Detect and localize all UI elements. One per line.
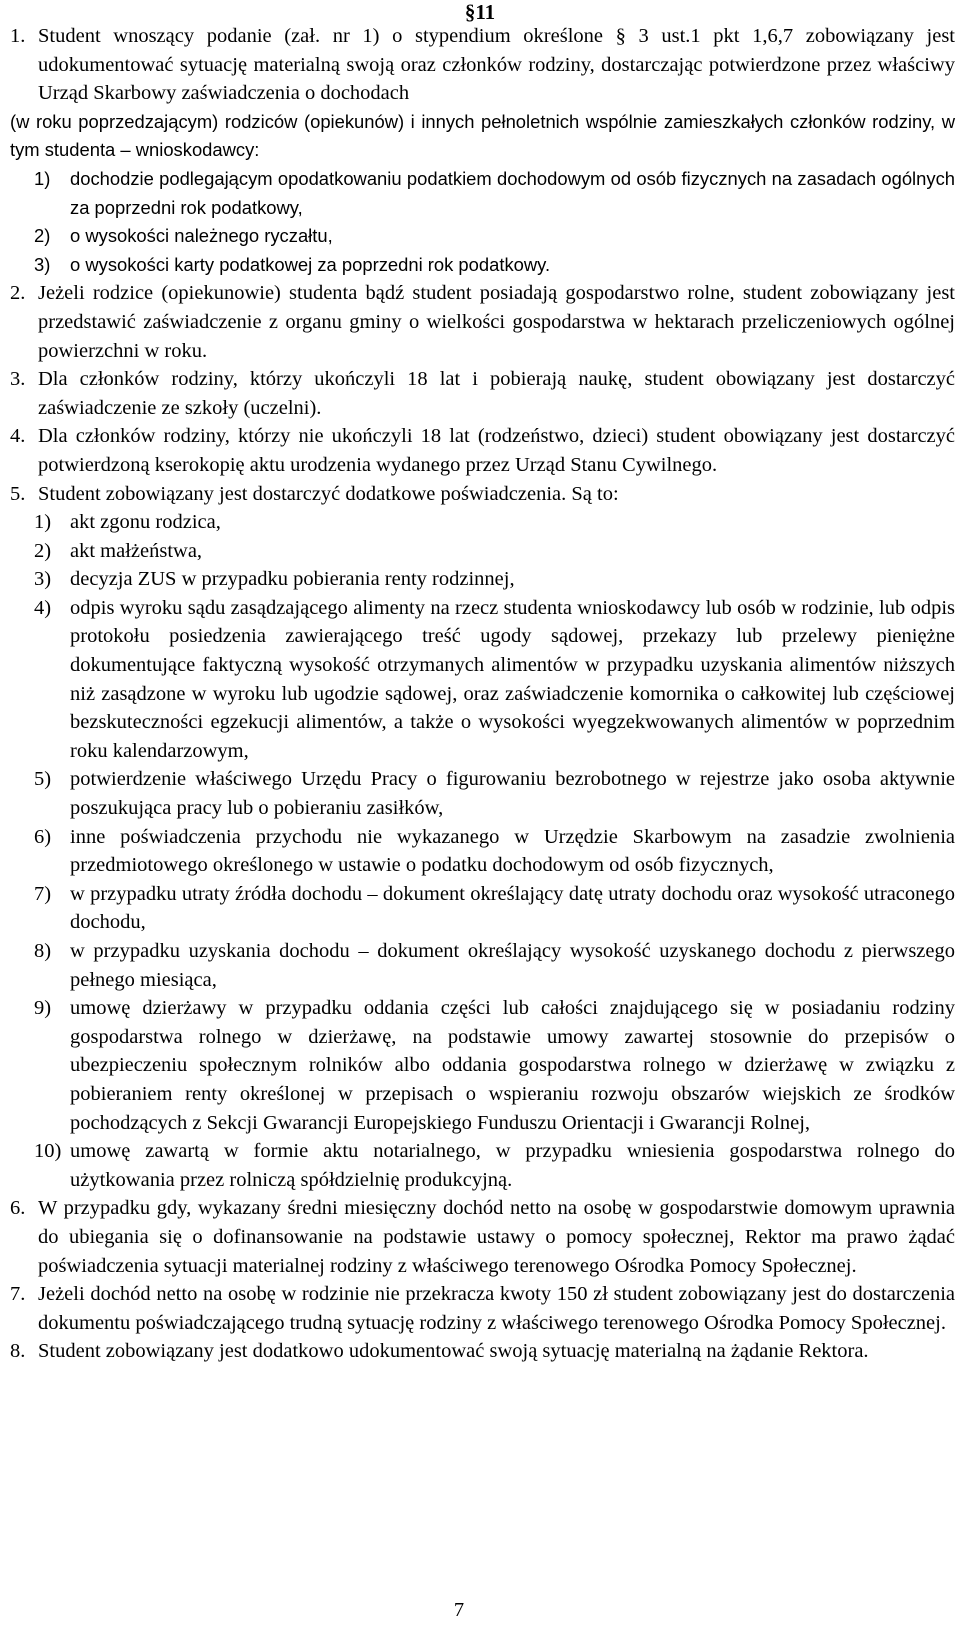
paragraph-5-point-4 [10,594,955,766]
paragraph-5-point-7 [10,880,955,937]
point-number: 4) [34,596,52,619]
paragraph-number: 8. [10,1340,26,1363]
point-number: 6) [34,825,52,848]
paragraph-text: Dla członków rodziny, którzy ukończyli 18 lat i pobierają naukę, student obowiązany jest dostarczyć zaświadczenie ze szkoły (uczelni). [38,368,955,419]
section-body [10,22,955,1366]
paragraph-5-point-10 [10,1137,955,1194]
paragraph-5 [10,480,955,509]
paragraph-5-point-2 [10,537,955,566]
point-text: umowę dzierżawy w przypadku oddania części lub całości znajdującego się w posiadaniu rodziny gospodarstwa rolnego w dzierżawę, na podstawie umowy zawartej stosownie do przepisów o ubezpieczeniu społecznym rolników albo oddania gospodarstwa rolnego w dzierżawę w związku z pobieraniem renty określonej w przepisach o wspieraniu rozwoju obszarów wiejskich ze środków pochodzących z Sekcji Gwarancji Europejskiego Funduszu Orientacji i Gwarancji Rolnej, [70,997,955,1134]
point-number: 3) [34,568,52,591]
point-text: w przypadku uzyskania dochodu – dokument określający wysokość uzyskanego dochodu z pierwszego pełnego miesiąca, [70,940,955,991]
paragraph-text: Dla członków rodziny, którzy nie ukończyli 18 lat (rodzeństwo, dzieci) student obowiązany jest dostarczyć potwierdzoną kserokopię aktu urodzenia wydanego przez Urząd Stanu Cywilnego. [38,425,955,476]
paragraph-1-point-1 [10,165,955,222]
paragraph-1-point-3 [10,251,955,280]
paragraph-number: 3. [10,368,26,391]
point-number: 1) [34,167,51,189]
paragraph-number: 2. [10,282,26,305]
paragraph-1-continuation: (w roku poprzedzającym) rodziców (opiekunów) i innych pełnoletnich wspólnie zamieszkałych członków rodziny, w tym studenta – wnioskodawcy: [10,110,955,161]
paragraph-text: Student zobowiązany jest dodatkowo udokumentować swoją sytuację materialną na żądanie Rektora. [38,1340,869,1363]
point-text: potwierdzenie właściwego Urzędu Pracy o figurowaniu bezrobotnego w rejestrze jako osoba aktywnie poszukująca pracy lub o pobieraniu zasiłków, [70,768,955,820]
paragraph-5-point-1 [10,508,955,537]
point-number: 7) [34,882,52,905]
paragraph-1-point-2 [10,222,955,251]
point-number: 3) [34,253,51,275]
point-text: akt zgonu rodzica, [70,511,221,534]
paragraph-6 [10,1194,955,1280]
paragraph-5-point-9 [10,994,955,1137]
point-number: 9) [34,997,52,1020]
paragraph-1 [10,22,955,108]
page-number: 7 [453,1599,465,1621]
point-text: umowę zawartą w formie aktu notarialnego, w przypadku wniesienia gospodarstwa rolnego do użytkowania przez rolniczą spółdzielnię produkcyjną. [70,1140,955,1191]
paragraph-text: Jeżeli rodzice (opiekunowie) studenta bądź student posiadają gospodarstwo rolne, student zobowiązany jest przedstawić zaświadczenie z organu gminy o wielkości gospodarstwa w hektarach przeliczeniowych ogólnej powierzchni w roku. [38,282,955,362]
paragraph-5-point-6 [10,823,955,880]
paragraph-7 [10,1280,955,1337]
point-text: o wysokości karty podatkowej za poprzedni rok podatkowy. [70,253,551,275]
paragraph-8 [10,1337,955,1366]
paragraph-text: W przypadku gdy, wykazany średni miesięczny dochód netto na osobę w gospodarstwie domowym uprawnia do ubiegania się o dofinansowanie na podstawie ustawy o pomocy społecznej, Rektor ma prawo żądać poświadczenia sytuacji materialnej rodziny z właściwego terenowego Ośrodka Pomocy Społecznej. [38,1197,955,1277]
point-text: dochodzie podlegającym opodatkowaniu podatkiem dochodowym od osób fizycznych na zasadach ogólnych za poprzedni rok podatkowy, [70,167,955,218]
paragraph-text: Student wnoszący podanie (zał. nr 1) o stypendium określone § 3 ust.1 pkt 1,6,7 zobowiązany jest udokumentować sytuację materialną swoją oraz członków rodziny, dostarczając potwierdzone przez właściwy Urząd Skarbowy zaświadczenia o dochodach [38,25,955,105]
point-number: 1) [34,511,52,534]
point-text: odpis wyroku sądu zasądzającego alimenty na rzecz studenta wnioskodawcy lub osób w rodzinie, lub odpis protokołu posiedzenia zawierającego treść ugody sądowej, przekazy lub przelewy pieniężne dokumentujące faktyczną wysokość otrzymanych alimentów w przypadku uzyskania alimentów niższych niż zasądzone w wyroku lub ugodzie sądowej, oraz zaświadczenie komornika o całkowitej lub częściowej bezskuteczności egzekucji alimentów, a także o wysokości wyegzekwowanych alimentów w poprzednim roku kalendarzowym, [70,596,955,762]
point-number: 2) [34,539,52,562]
paragraph-3 [10,365,955,422]
paragraph-5-point-8 [10,937,955,994]
point-text: o wysokości należnego ryczałtu, [70,225,333,247]
paragraph-number: 4. [10,425,26,448]
paragraph-5-point-3 [10,565,955,594]
point-number: 10) [34,1140,62,1163]
point-number: 8) [34,940,52,962]
point-text: w przypadku utraty źródła dochodu – dokument określający datę utraty dochodu oraz wysokość utraconego dochodu, [70,882,955,934]
paragraph-number: 7. [10,1283,26,1306]
paragraph-number: 1. [10,25,26,47]
point-number: 5) [34,768,52,791]
paragraph-2 [10,279,955,365]
paragraph-text: Student zobowiązany jest dostarczyć dodatkowe poświadczenia. Są to: [38,482,619,505]
point-text: inne poświadczenia przychodu nie wykazanego w Urzędzie Skarbowym na zasadzie zwolnienia przedmiotowego określonego w ustawie o podatku dochodowym od osób fizycznych, [70,825,955,877]
point-number: 2) [34,225,51,247]
paragraph-4 [10,422,955,479]
paragraph-number: 6. [10,1197,26,1220]
point-text: akt małżeństwa, [70,539,203,562]
section-heading: §11 [464,0,496,24]
paragraph-text: Jeżeli dochód netto na osobę w rodzinie nie przekracza kwoty 150 zł student zobowiązany jest do dostarczenia dokumentu poświadczającego trudną sytuację rodziny z właściwego terenowego Ośrodka Pomocy Społecznej. [38,1283,955,1334]
paragraph-5-point-5 [10,765,955,822]
paragraph-number: 5. [10,482,26,505]
point-text: decyzja ZUS w przypadku pobierania renty rodzinnej, [70,568,515,591]
